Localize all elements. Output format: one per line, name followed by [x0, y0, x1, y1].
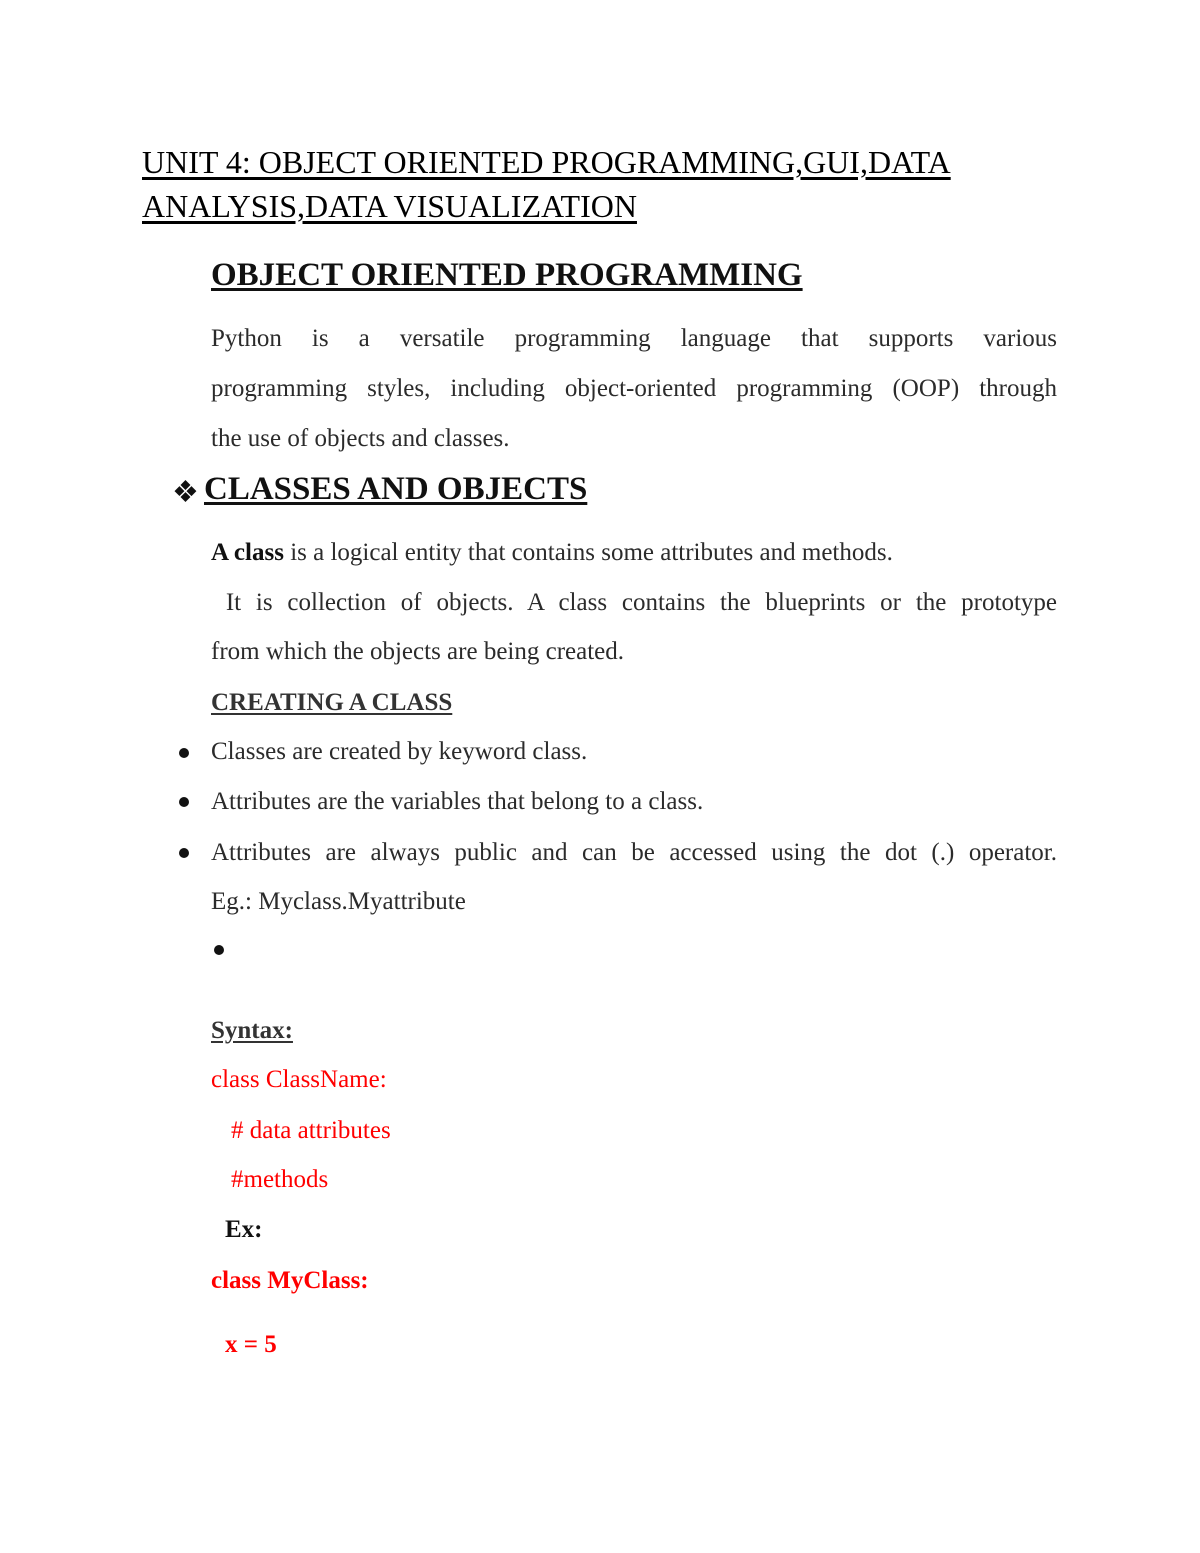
oop-heading: OBJECT ORIENTED PROGRAMMING	[211, 257, 803, 293]
oop-para-line: programming styles, including object-oriented programming (OOP) through	[211, 375, 1057, 402]
bullet-item: Attributes are the variables that belong to a class.	[211, 788, 704, 815]
document-title-line2: ANALYSIS,DATA VISUALIZATION	[142, 188, 637, 224]
classes-heading: CLASSES AND OBJECTS	[204, 471, 588, 507]
class-definition	[211, 538, 893, 568]
bullet-icon	[179, 797, 189, 807]
bullet-item: Attributes are always public and can be accessed using the dot (.) operator.	[211, 839, 1057, 866]
code-line: class ClassName:	[211, 1066, 387, 1093]
bullet-icon	[179, 748, 189, 758]
syntax-heading: Syntax:	[211, 1017, 293, 1044]
code-line: # data attributes	[231, 1117, 391, 1144]
bullet-icon	[179, 848, 189, 858]
bullet-item: Classes are created by keyword class.	[211, 738, 588, 765]
diamond-bullet-icon: ❖	[172, 476, 199, 509]
example-line: Eg.: Myclass.Myattribute	[211, 888, 466, 915]
bullet-icon	[214, 945, 224, 955]
class-definition-text: is a logical entity that contains some attributes and methods.	[283, 539, 893, 566]
code-line: #methods	[231, 1166, 329, 1193]
example-label: Ex:	[225, 1216, 263, 1243]
code-line: class MyClass:	[211, 1267, 369, 1294]
code-line: x = 5	[225, 1331, 277, 1358]
class-para-line: It is collection of objects. A class contains the blueprints or the prototype	[211, 589, 1057, 616]
creating-class-heading: CREATING A CLASS	[211, 689, 453, 716]
class-para-line: from which the objects are being created.	[211, 638, 625, 665]
oop-para-line: Python is a versatile programming language that supports various	[211, 325, 1057, 352]
oop-para-line: the use of objects and classes.	[211, 425, 510, 452]
document-title-line1: UNIT 4: OBJECT ORIENTED PROGRAMMING,GUI,DATA	[142, 144, 951, 180]
class-definition-bold: A class	[211, 539, 284, 566]
